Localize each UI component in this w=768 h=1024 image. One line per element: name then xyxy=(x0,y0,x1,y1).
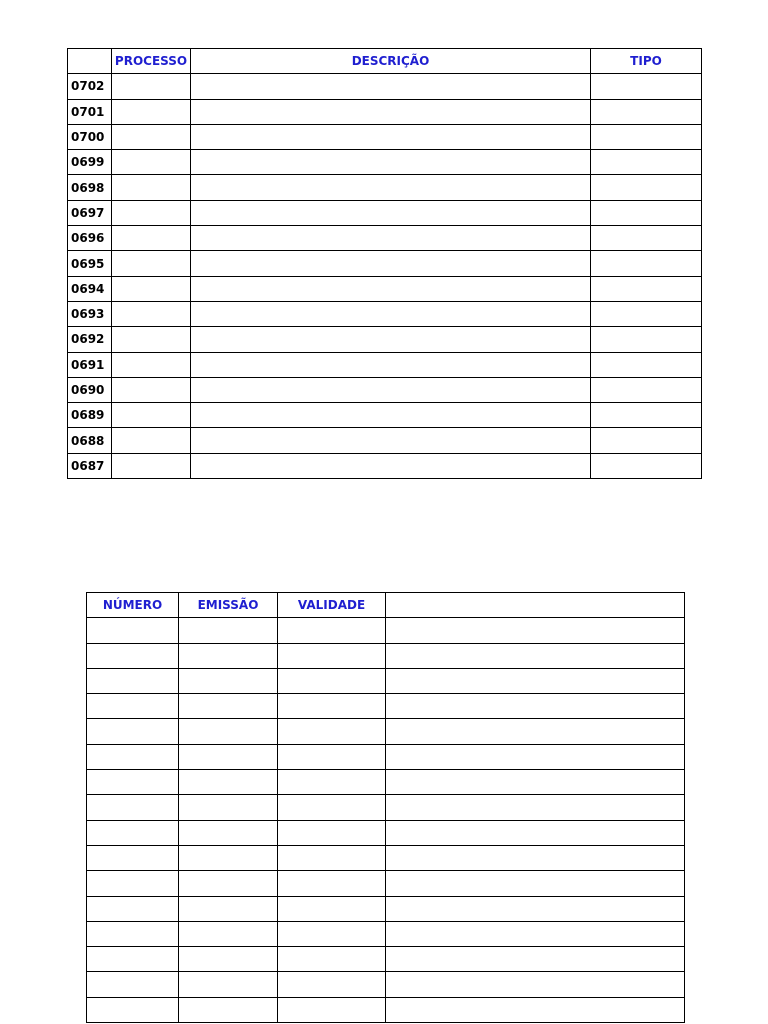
row-number: 0700 xyxy=(68,124,112,149)
table-row xyxy=(87,744,685,769)
emissao-cell[interactable] xyxy=(179,921,278,946)
table-row xyxy=(87,795,685,820)
processo-cell[interactable] xyxy=(112,428,191,453)
table-row xyxy=(68,377,702,402)
processos-header-row xyxy=(68,49,702,74)
row-number: 0696 xyxy=(68,226,112,251)
table-row xyxy=(87,643,685,668)
row-number: 0699 xyxy=(68,150,112,175)
table-row xyxy=(87,668,685,693)
validade-cell[interactable] xyxy=(278,997,386,1022)
validade-cell[interactable] xyxy=(278,618,386,643)
observacao-cell[interactable] xyxy=(386,972,685,997)
emissao-cell[interactable] xyxy=(179,668,278,693)
emissao-cell[interactable] xyxy=(179,871,278,896)
header-row-number xyxy=(68,49,112,74)
table-row xyxy=(68,99,702,124)
tipo-cell[interactable] xyxy=(591,251,702,276)
documentos-table xyxy=(86,592,685,1023)
header-validade: VALIDADE xyxy=(278,593,386,618)
header-emissao: EMISSÃO xyxy=(179,593,278,618)
numero-cell[interactable] xyxy=(87,896,179,921)
observacao-cell[interactable] xyxy=(386,795,685,820)
row-number: 0688 xyxy=(68,428,112,453)
observacao-cell[interactable] xyxy=(386,921,685,946)
tipo-cell[interactable] xyxy=(591,150,702,175)
observacao-cell[interactable] xyxy=(386,770,685,795)
header-tipo: TIPO xyxy=(591,49,702,74)
processo-cell[interactable] xyxy=(112,124,191,149)
processo-cell[interactable] xyxy=(112,251,191,276)
descricao-cell[interactable] xyxy=(191,352,591,377)
observacao-cell[interactable] xyxy=(386,997,685,1022)
numero-cell[interactable] xyxy=(87,845,179,870)
observacao-cell[interactable] xyxy=(386,668,685,693)
table-row xyxy=(87,845,685,870)
descricao-cell[interactable] xyxy=(191,226,591,251)
table-row xyxy=(87,820,685,845)
documentos-body xyxy=(87,618,685,1023)
row-number: 0690 xyxy=(68,377,112,402)
observacao-cell[interactable] xyxy=(386,845,685,870)
table-row xyxy=(87,997,685,1022)
emissao-cell[interactable] xyxy=(179,845,278,870)
emissao-cell[interactable] xyxy=(179,820,278,845)
numero-cell[interactable] xyxy=(87,820,179,845)
tipo-cell[interactable] xyxy=(591,352,702,377)
tipo-cell[interactable] xyxy=(591,327,702,352)
numero-cell[interactable] xyxy=(87,618,179,643)
numero-cell[interactable] xyxy=(87,668,179,693)
processo-cell[interactable] xyxy=(112,301,191,326)
table-row xyxy=(87,770,685,795)
table-row xyxy=(87,896,685,921)
tipo-cell[interactable] xyxy=(591,428,702,453)
observacao-cell[interactable] xyxy=(386,618,685,643)
numero-cell[interactable] xyxy=(87,921,179,946)
descricao-cell[interactable] xyxy=(191,99,591,124)
descricao-cell[interactable] xyxy=(191,74,591,99)
processo-cell[interactable] xyxy=(112,377,191,402)
descricao-cell[interactable] xyxy=(191,403,591,428)
row-number: 0687 xyxy=(68,453,112,478)
row-number: 0691 xyxy=(68,352,112,377)
table-row xyxy=(68,403,702,428)
tipo-cell[interactable] xyxy=(591,200,702,225)
emissao-cell[interactable] xyxy=(179,997,278,1022)
emissao-cell[interactable] xyxy=(179,643,278,668)
descricao-cell[interactable] xyxy=(191,276,591,301)
numero-cell[interactable] xyxy=(87,972,179,997)
header-descricao: DESCRIÇÃO xyxy=(191,49,591,74)
table-row xyxy=(68,428,702,453)
tipo-cell[interactable] xyxy=(591,226,702,251)
observacao-cell[interactable] xyxy=(386,744,685,769)
table-row xyxy=(87,921,685,946)
processo-cell[interactable] xyxy=(112,200,191,225)
numero-cell[interactable] xyxy=(87,694,179,719)
processo-cell[interactable] xyxy=(112,403,191,428)
table-row xyxy=(68,251,702,276)
table-row xyxy=(68,74,702,99)
numero-cell[interactable] xyxy=(87,947,179,972)
table-row xyxy=(68,124,702,149)
validade-cell[interactable] xyxy=(278,744,386,769)
table-row xyxy=(68,327,702,352)
table-row xyxy=(68,200,702,225)
numero-cell[interactable] xyxy=(87,871,179,896)
descricao-cell[interactable] xyxy=(191,251,591,276)
descricao-cell[interactable] xyxy=(191,428,591,453)
emissao-cell[interactable] xyxy=(179,719,278,744)
row-number: 0702 xyxy=(68,74,112,99)
emissao-cell[interactable] xyxy=(179,744,278,769)
processo-cell[interactable] xyxy=(112,352,191,377)
row-number: 0701 xyxy=(68,99,112,124)
descricao-cell[interactable] xyxy=(191,453,591,478)
table-row xyxy=(68,276,702,301)
validade-cell[interactable] xyxy=(278,820,386,845)
validade-cell[interactable] xyxy=(278,668,386,693)
row-number: 0689 xyxy=(68,403,112,428)
validade-cell[interactable] xyxy=(278,643,386,668)
documentos-header-row xyxy=(87,593,685,618)
validade-cell[interactable] xyxy=(278,845,386,870)
emissao-cell[interactable] xyxy=(179,947,278,972)
table-row xyxy=(68,150,702,175)
descricao-cell[interactable] xyxy=(191,124,591,149)
observacao-cell[interactable] xyxy=(386,947,685,972)
table-row xyxy=(68,352,702,377)
emissao-cell[interactable] xyxy=(179,694,278,719)
table-row xyxy=(87,618,685,643)
numero-cell[interactable] xyxy=(87,795,179,820)
validade-cell[interactable] xyxy=(278,871,386,896)
observacao-cell[interactable] xyxy=(386,694,685,719)
descricao-cell[interactable] xyxy=(191,175,591,200)
row-number: 0692 xyxy=(68,327,112,352)
emissao-cell[interactable] xyxy=(179,795,278,820)
tipo-cell[interactable] xyxy=(591,301,702,326)
table-row xyxy=(87,694,685,719)
descricao-cell[interactable] xyxy=(191,150,591,175)
validade-cell[interactable] xyxy=(278,795,386,820)
row-number: 0695 xyxy=(68,251,112,276)
tipo-cell[interactable] xyxy=(591,276,702,301)
processo-cell[interactable] xyxy=(112,226,191,251)
row-number: 0698 xyxy=(68,175,112,200)
observacao-cell[interactable] xyxy=(386,896,685,921)
header-processo: PROCESSO xyxy=(112,49,191,74)
table-row xyxy=(87,947,685,972)
table-row xyxy=(87,719,685,744)
table-row xyxy=(68,301,702,326)
validade-cell[interactable] xyxy=(278,896,386,921)
tipo-cell[interactable] xyxy=(591,403,702,428)
observacao-cell[interactable] xyxy=(386,871,685,896)
descricao-cell[interactable] xyxy=(191,327,591,352)
tipo-cell[interactable] xyxy=(591,453,702,478)
table-row xyxy=(68,453,702,478)
numero-cell[interactable] xyxy=(87,744,179,769)
table-row xyxy=(68,226,702,251)
row-number: 0693 xyxy=(68,301,112,326)
numero-cell[interactable] xyxy=(87,997,179,1022)
emissao-cell[interactable] xyxy=(179,770,278,795)
numero-cell[interactable] xyxy=(87,643,179,668)
tipo-cell[interactable] xyxy=(591,377,702,402)
validade-cell[interactable] xyxy=(278,947,386,972)
processo-cell[interactable] xyxy=(112,150,191,175)
row-number: 0694 xyxy=(68,276,112,301)
tipo-cell[interactable] xyxy=(591,74,702,99)
table-row xyxy=(68,175,702,200)
header-blank xyxy=(386,593,685,618)
header-numero: NÚMERO xyxy=(87,593,179,618)
descricao-cell[interactable] xyxy=(191,377,591,402)
validade-cell[interactable] xyxy=(278,719,386,744)
processo-cell[interactable] xyxy=(112,453,191,478)
emissao-cell[interactable] xyxy=(179,618,278,643)
processo-cell[interactable] xyxy=(112,175,191,200)
table-row xyxy=(87,871,685,896)
processos-table xyxy=(67,48,702,479)
validade-cell[interactable] xyxy=(278,770,386,795)
emissao-cell[interactable] xyxy=(179,896,278,921)
validade-cell[interactable] xyxy=(278,972,386,997)
tipo-cell[interactable] xyxy=(591,99,702,124)
validade-cell[interactable] xyxy=(278,921,386,946)
processo-cell[interactable] xyxy=(112,327,191,352)
observacao-cell[interactable] xyxy=(386,820,685,845)
processo-cell[interactable] xyxy=(112,74,191,99)
processo-cell[interactable] xyxy=(112,276,191,301)
emissao-cell[interactable] xyxy=(179,972,278,997)
processo-cell[interactable] xyxy=(112,99,191,124)
processos-body xyxy=(68,74,702,479)
numero-cell[interactable] xyxy=(87,770,179,795)
observacao-cell[interactable] xyxy=(386,643,685,668)
observacao-cell[interactable] xyxy=(386,719,685,744)
descricao-cell[interactable] xyxy=(191,200,591,225)
table-row xyxy=(87,972,685,997)
validade-cell[interactable] xyxy=(278,694,386,719)
numero-cell[interactable] xyxy=(87,719,179,744)
row-number: 0697 xyxy=(68,200,112,225)
tipo-cell[interactable] xyxy=(591,175,702,200)
descricao-cell[interactable] xyxy=(191,301,591,326)
tipo-cell[interactable] xyxy=(591,124,702,149)
